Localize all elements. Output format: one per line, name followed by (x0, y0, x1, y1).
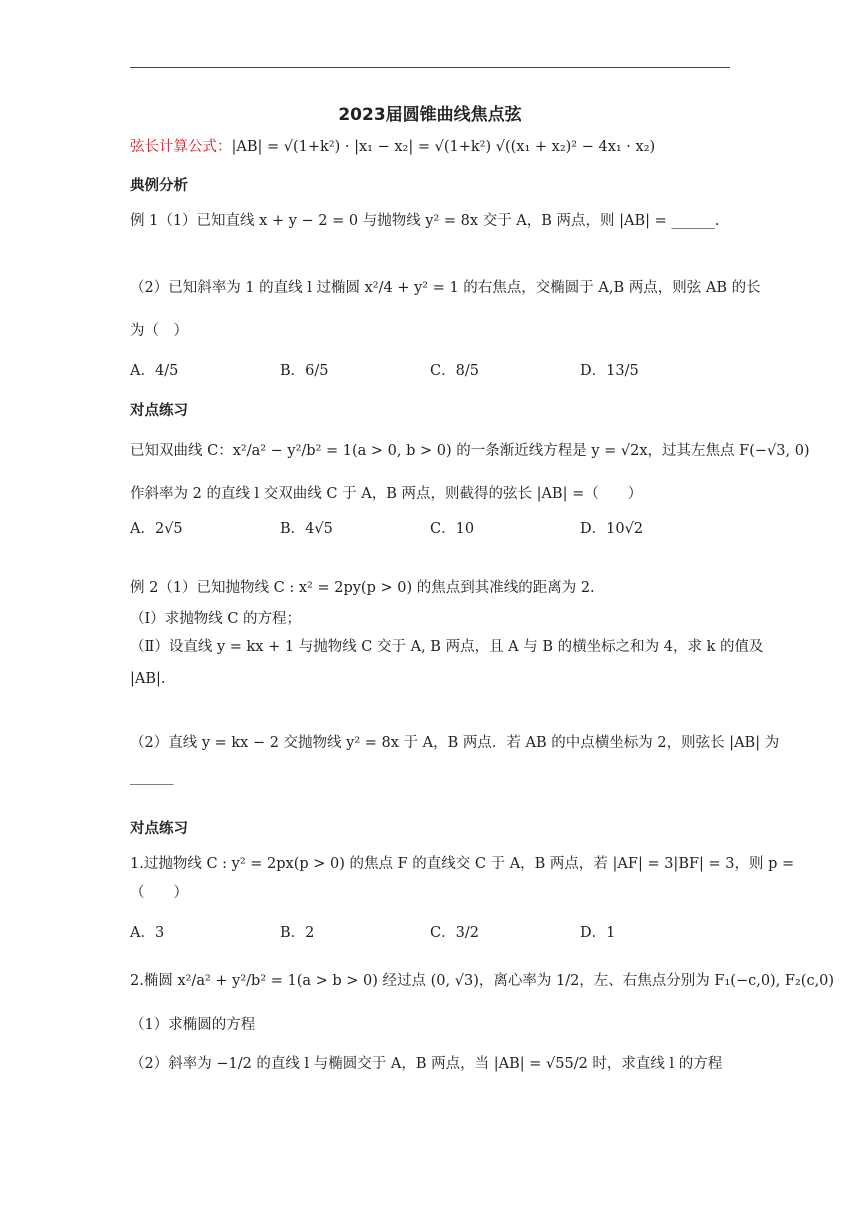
page-title: 2023届圆锥曲线焦点弦 (338, 105, 522, 125)
question1-option-a: A．3 (130, 925, 165, 941)
section-heading-examples: 典例分析 (130, 178, 188, 194)
example2-sub-ii: （Ⅱ）设直线 y = kx + 1 与抛物线 C 交于 A, B 两点，且 A 与 B 的横坐标之和为 4，求 k 的值及 (130, 639, 764, 655)
formula-line (130, 136, 655, 158)
example2-part2-blank: ______ (130, 769, 174, 785)
formula-label: 弦长计算公式： (130, 139, 232, 155)
practice1-option-b: B．4√5 (280, 521, 333, 537)
example1-option-c: C．8/5 (430, 363, 479, 379)
chord-length-formula: |AB| = √(1+k²) · |x₁ − x₂| = √(1+k²) √((x₁ + x₂)² − 4x₁ · x₂) (231, 139, 656, 155)
example1-option-d: D．13/5 (580, 363, 639, 379)
example2-part1: 例 2（1）已知抛物线 C : x² = 2py(p > 0) 的焦点到其准线的距离为 2. (130, 580, 595, 596)
example2-sub-ii-cont: |AB|. (130, 671, 166, 687)
question1-option-d: D．1 (580, 925, 616, 941)
example1-part2-cont: 为（ ） (130, 323, 188, 339)
example1-part2: （2）已知斜率为 1 的直线 l 过椭圆 x²/4 + y² = 1 的右焦点，交椭圆于 A,B 两点，则弦 AB 的长 (130, 280, 761, 296)
section-heading-practice-1: 对点练习 (130, 403, 188, 419)
question2-sub1: （1）求椭圆的方程 (130, 1017, 256, 1033)
example1-option-b: B．6/5 (280, 363, 329, 379)
question1-line1: 1.过抛物线 C : y² = 2px(p > 0) 的焦点 F 的直线交 C 于 A，B 两点，若 |AF| = 3|BF| = 3，则 p = (130, 856, 795, 872)
section-heading-practice-2: 对点练习 (130, 821, 188, 837)
practice1-line1: 已知双曲线 C：x²/a² − y²/b² = 1(a > 0, b > 0) 的一条渐近线方程是 y = √2x，过其左焦点 F(−√3, 0) (130, 443, 810, 459)
question1-option-b: B．2 (280, 925, 315, 941)
question1-line2: （ ） (130, 885, 188, 901)
question2-line1: 2.椭圆 x²/a² + y²/b² = 1(a > b > 0) 经过点 (0, √3)，离心率为 1/2，左、右焦点分别为 F₁(−c,0), F₂(c,0) (130, 973, 835, 989)
practice1-option-c: C．10 (430, 521, 475, 537)
example2-part2: （2）直线 y = kx − 2 交抛物线 y² = 8x 于 A，B 两点．若 AB 的中点横坐标为 2，则弦长 |AB| 为 (130, 735, 780, 751)
example1-part1: 例 1（1）已知直线 x + y − 2 = 0 与抛物线 y² = 8x 交于 A，B 两点，则 |AB| = ______. (130, 213, 720, 229)
example2-sub-i: （Ⅰ）求抛物线 C 的方程； (130, 611, 302, 627)
question2-sub2: （2）斜率为 −1/2 的直线 l 与椭圆交于 A，B 两点，当 |AB| = √55/2 时，求直线 l 的方程 (130, 1056, 723, 1072)
example1-option-a: A．4/5 (130, 363, 179, 379)
practice1-option-d: D．10√2 (580, 521, 644, 537)
header-rule (130, 67, 730, 68)
practice1-option-a: A．2√5 (130, 521, 183, 537)
question1-option-c: C．3/2 (430, 925, 479, 941)
practice1-line2: 作斜率为 2 的直线 l 交双曲线 C 于 A，B 两点，则截得的弦长 |AB| =（ ） (130, 486, 643, 502)
